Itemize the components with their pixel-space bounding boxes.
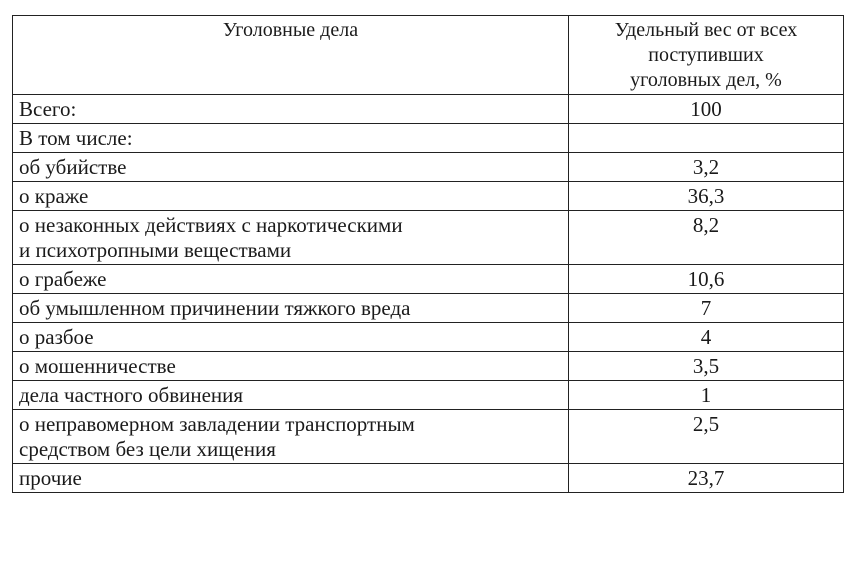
- row-value: 2,5: [569, 410, 844, 464]
- row-category: о мошенничестве: [13, 352, 569, 381]
- row-value: 8,2: [569, 211, 844, 265]
- table-row: [13, 95, 844, 124]
- table-header-row: [13, 16, 844, 95]
- table-row: [13, 464, 844, 493]
- row-value: 7: [569, 294, 844, 323]
- row-category-line: средством без цели хищения: [19, 437, 276, 461]
- row-category: Всего:: [13, 95, 569, 124]
- row-category: [13, 211, 569, 265]
- table-row: [13, 265, 844, 294]
- row-category: об убийстве: [13, 153, 569, 182]
- row-category: о разбое: [13, 323, 569, 352]
- row-value: 3,5: [569, 352, 844, 381]
- header-criminal-cases: Уголовные дела: [13, 16, 569, 95]
- row-value: [569, 124, 844, 153]
- row-category-line: и психотропными веществами: [19, 238, 292, 262]
- row-category: о грабеже: [13, 265, 569, 294]
- row-category: дела частного обвинения: [13, 381, 569, 410]
- header-share-line: поступивших: [648, 44, 764, 66]
- table-row: [13, 294, 844, 323]
- header-share-line: Удельный вес от всех: [614, 19, 798, 41]
- row-category-line: о неправомерном завладении транспортным: [19, 412, 415, 436]
- table-row: [13, 211, 844, 265]
- row-category: о краже: [13, 182, 569, 211]
- row-category: об умышленном причинении тяжкого вреда: [13, 294, 569, 323]
- table-row: [13, 182, 844, 211]
- table-row: [13, 352, 844, 381]
- header-share-line: уголовных дел, %: [630, 69, 782, 91]
- table-row: [13, 410, 844, 464]
- row-value: 3,2: [569, 153, 844, 182]
- row-value: 23,7: [569, 464, 844, 493]
- row-value: 1: [569, 381, 844, 410]
- row-value: 10,6: [569, 265, 844, 294]
- table-row: [13, 381, 844, 410]
- row-value: 36,3: [569, 182, 844, 211]
- row-category: [13, 410, 569, 464]
- table-row: [13, 323, 844, 352]
- row-value: 100: [569, 95, 844, 124]
- row-value: 4: [569, 323, 844, 352]
- row-category-line: о незаконных действиях с наркотическими: [19, 213, 403, 237]
- table-row: [13, 124, 844, 153]
- table-row: [13, 153, 844, 182]
- row-category: В том числе:: [13, 124, 569, 153]
- criminal-cases-table: [12, 15, 844, 493]
- row-category: прочие: [13, 464, 569, 493]
- header-share-percent: [569, 16, 844, 95]
